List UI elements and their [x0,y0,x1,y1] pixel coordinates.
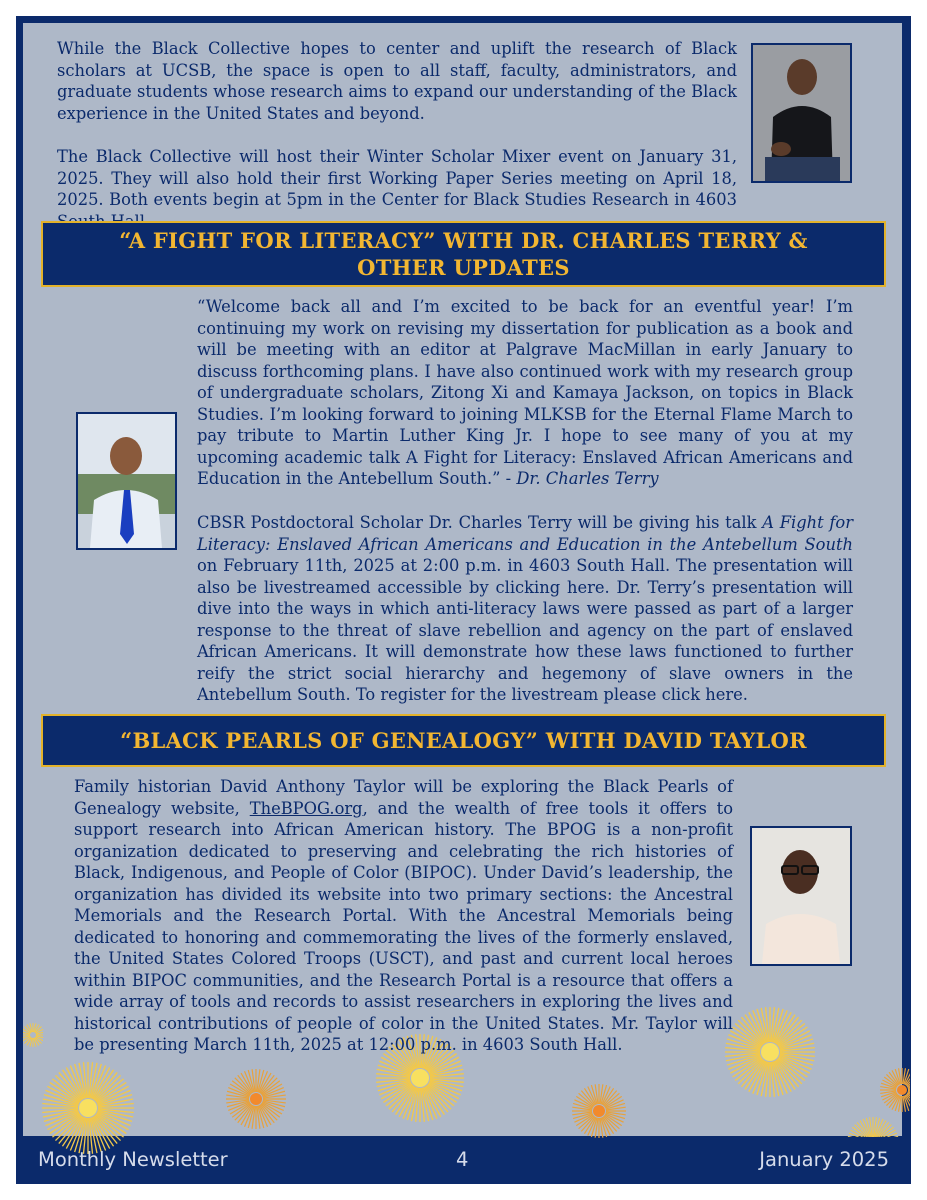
section-banner-fight-for-literacy [41,221,886,287]
taylor-text-end: , and the wealth of free tools it offers to support research into African American history. The BPOG is a non-profit organization dedicated to preserving and celebrating the rich histories of Black, Indigenous, and People of Color (BIPOC). Under David’s leadership, the organization has divided its website into two primary sections: the Ancestral Memorials and the Research Portal. With the Ancestral Memorials being dedicated to honoring and commemorating the lives of the formerly enslaved, the United States Colored Troops (USCT), and past and current local heroes within BIPOC communities, and the Research Portal is a resource that offers a wide array of tools and records to assist researchers in exploring the lives and historical contributions of people of color in the United States. Mr. Taylor will be presenting March 11th, 2025 at 12:00 p.m. in 4603 South Hall. [74,798,733,1054]
quote-text: “Welcome back all and I’m excited to be back for an eventful year! I’m continuing my work on revising my dissertation for publication as a book and will be meeting with an editor at Palgrave MacMillan in early January to discuss forthcoming plans. I have also continued work with my research group of undergraduate scholars, Zitong Xi and Kamaya Jackson, on topics in Black Studies. I’m looking forward to joining MLKSB for the Eternal Flame March to pay tribute to Martin Luther King Jr. I hope to see many of you at my upcoming academic talk A Fight for Literacy: Enslaved African Americans and Education in the Antebellum South.” - [197,297,853,488]
decorative-sunburst-icon [571,1083,627,1139]
talk-details-text: on February 11th, 2025 at 2:00 p.m. in 4603 South Hall. The presentation will also be livestreamed accessible by clicking here. Dr. Terry’s presentation will dive into the ways in which anti-literacy laws were passed as part of a larger response to the threat of slave rebellion and agency on the part of enslaved African Americans. It will demonstrate how these laws functioned to further reify the strict social hierarchy and hegemony of slave owners in the Antebellum South. To register for the livestream please click here. [197,556,853,704]
footer-page-number: 4 [456,1148,469,1171]
intro-paragraph-2: The Black Collective will host their Winter Scholar Mixer event on January 31, 2025. They will also hold their first Working Paper Series meeting on April 18, 2025. Both events begin at 5pm in the Center for Black Studies Research in 4603 [57,147,737,209]
taylor-paragraph [74,776,733,1056]
taylor-text-start: Family historian David Anthony Taylor will be exploring the Black Pearls of Genealogy website, [74,777,733,818]
footer-date: January 2025 [759,1148,889,1171]
david-taylor-photo [750,826,852,966]
decorative-sunburst-icon [23,1015,43,1055]
decorative-sunburst-icon [880,1060,910,1120]
page-footer [16,1137,911,1184]
decorative-sunburst-icon [225,1068,287,1130]
bpog-website-link[interactable]: TheBPOG.org [249,798,363,818]
intro-paragraph-1: While the Black Collective hopes to center and uplift the research of Black scholars at UCSB, the space is open to all staff, faculty, administrators, and graduate students whose research aims to expand our understanding of the Black experience in the United States and beyond. [57,39,737,123]
terry-talk-paragraph [197,512,853,706]
section-title: “A FIGHT FOR LITERACY” WITH DR. CHARLES TERRY & OTHER UPDATES [119,228,808,280]
section-title: “BLACK PEARLS OF GENEALOGY” WITH DAVID TAYLOR [120,728,807,753]
talk-intro-text: CBSR Postdoctoral Scholar Dr. Charles Terry will be giving his talk [197,513,757,532]
section-banner-black-pearls [41,714,886,767]
footer-newsletter-label: Monthly Newsletter [38,1148,228,1171]
decorative-sunburst-icon [845,1115,901,1137]
charles-terry-photo [76,412,177,550]
terry-quote [197,296,853,490]
scholar-photo [751,43,852,183]
decorative-sunburst-icon [724,1006,816,1098]
talk-title: A Fight for Literacy: Enslaved African Americans and Education in the Antebellum South [197,513,853,554]
quote-attribution: Dr. Charles Terry [516,469,659,488]
